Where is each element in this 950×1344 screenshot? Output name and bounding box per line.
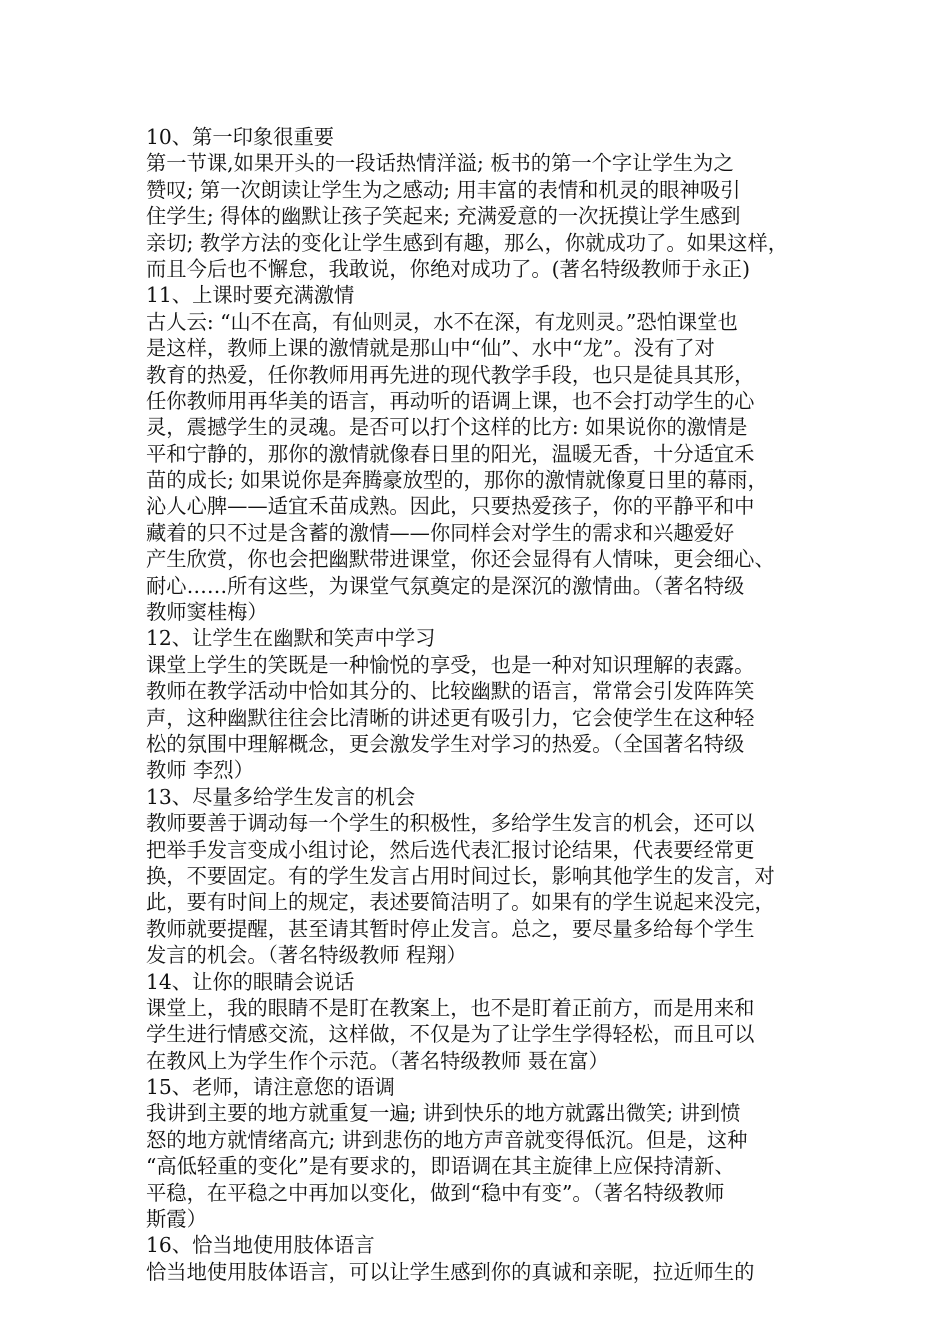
section-16 (146, 1232, 814, 1285)
section-11 (146, 282, 814, 625)
paragraph-line: 斯霞） (146, 1207, 207, 1232)
paragraph-line: 声，这种幽默往往会比清晰的讲述更有吸引力，它会使学生在这种轻 (146, 705, 755, 730)
section-heading: 14、让你的眼睛会说话 (146, 969, 355, 994)
paragraph-line: 在教风上为学生作个示范。（著名特级教师 聂在富） (146, 1048, 609, 1073)
paragraph-line: 教师就要提醒，甚至请其暂时停止发言。总之，要尽量多给每个学生 (146, 916, 755, 941)
paragraph-line: 古人云: “山不在高，有仙则灵，水不在深，有龙则灵。”恐怕课堂也 (146, 309, 738, 334)
paragraph-line: 学生进行情感交流，这样做，不仅是为了让学生学得轻松，而且可以 (146, 1022, 755, 1047)
paragraph-line: “高低轻重的变化”是有要求的，即语调在其主旋律上应保持清新、 (146, 1154, 735, 1179)
paragraph-line: 换，不要固定。有的学生发言占用时间过长，影响其他学生的发言，对 (146, 863, 775, 888)
paragraph-line: 是这样，教师上课的激情就是那山中“仙”、水中“龙”。没有了对 (146, 336, 715, 361)
paragraph-line: 沁人心脾——适宜禾苗成熟。因此，只要热爱孩子，你的平静平和中 (146, 494, 755, 519)
paragraph-line: 松的氛围中理解概念，更会激发学生对学习的热爱。（全国著名特级 (146, 731, 745, 756)
paragraph-line: 住学生; 得体的幽默让孩子笑起来; 充满爱意的一次抚摸让学生感到 (146, 204, 741, 229)
paragraph-line: 赞叹; 第一次朗读让学生为之感动; 用丰富的表情和机灵的眼神吸引 (146, 177, 741, 202)
paragraph-line: 恰当地使用肢体语言，可以让学生感到你的真诚和亲昵，拉近师生的 (146, 1259, 755, 1284)
paragraph-line: 教师窦桂梅） (146, 600, 268, 625)
section-heading: 15、老师，请注意您的语调 (146, 1075, 395, 1100)
paragraph-line: 平稳，在平稳之中再加以变化，做到“稳中有变”。（著名特级教师 (146, 1180, 725, 1205)
section-15 (146, 1074, 814, 1232)
paragraph-line: 灵，震撼学生的灵魂。是否可以打个这样的比方: 如果说你的激情是 (146, 415, 748, 440)
paragraph-line: 第一节课,如果开头的一段话热情洋溢; 板书的第一个字让学生为之 (146, 151, 734, 176)
document-page (146, 124, 814, 1285)
section-12 (146, 625, 814, 783)
paragraph-line: 产生欣赏，你也会把幽默带进课堂，你还会显得有人情味，更会细心、 (146, 547, 775, 572)
section-heading: 12、让学生在幽默和笑声中学习 (146, 626, 436, 651)
paragraph-line: 亲切; 教学方法的变化让学生感到有趣，那么，你就成功了。如果这样， (146, 230, 789, 255)
paragraph-line: 发言的机会。（著名特级教师 程翔） (146, 943, 467, 968)
paragraph-line: 此，要有时间上的规定，表述要简洁明了。如果有的学生说起来没完， (146, 890, 775, 915)
paragraph-line: 教育的热爱，任你教师用再先进的现代教学手段，也只是徒具其形， (146, 362, 755, 387)
paragraph-line: 怒的地方就情绪高亢; 讲到悲伤的地方声音就变得低沉。但是，这种 (146, 1127, 748, 1152)
paragraph-line: 耐心……所有这些，为课堂气氛奠定的是深沉的激情曲。（著名特级 (146, 573, 745, 598)
paragraph-line: 课堂上，我的眼睛不是盯在教案上，也不是盯着正前方，而是用来和 (146, 995, 755, 1020)
section-14 (146, 969, 814, 1075)
paragraph-line: 藏着的只不过是含蓄的激情——你同样会对学生的需求和兴趣爱好 (146, 520, 735, 545)
paragraph-line: 平和宁静的，那你的激情就像春日里的阳光，温暖无香，十分适宜禾 (146, 441, 755, 466)
paragraph-line: 教师在教学活动中恰如其分的、比较幽默的语言，常常会引发阵阵笑 (146, 679, 755, 704)
paragraph-line: 教师 李烈） (146, 758, 254, 783)
paragraph-line: 把举手发言变成小组讨论，然后选代表汇报讨论结果，代表要经常更 (146, 837, 755, 862)
paragraph-line: 教师要善于调动每一个学生的积极性，多给学生发言的机会，还可以 (146, 811, 755, 836)
section-10 (146, 124, 814, 282)
paragraph-line: 苗的成长; 如果说你是奔腾豪放型的，那你的激情就像夏日里的幕雨， (146, 468, 768, 493)
paragraph-line: 课堂上学生的笑既是一种愉悦的享受，也是一种对知识理解的表露。 (146, 652, 755, 677)
section-heading: 16、恰当地使用肢体语言 (146, 1233, 375, 1258)
paragraph-line: 任你教师用再华美的语言，再动听的语调上课，也不会打动学生的心 (146, 388, 755, 413)
section-heading: 10、第一印象很重要 (146, 125, 335, 149)
paragraph-line: 而且今后也不懈怠，我敢说，你绝对成功了。(著名特级教师于永正) (146, 256, 750, 281)
paragraph-line: 我讲到主要的地方就重复一遍; 讲到快乐的地方就露出微笑; 讲到愤 (146, 1101, 741, 1126)
section-heading: 11、上课时要充满激情 (146, 283, 355, 308)
section-13 (146, 784, 814, 969)
section-heading: 13、尽量多给学生发言的机会 (146, 784, 416, 809)
